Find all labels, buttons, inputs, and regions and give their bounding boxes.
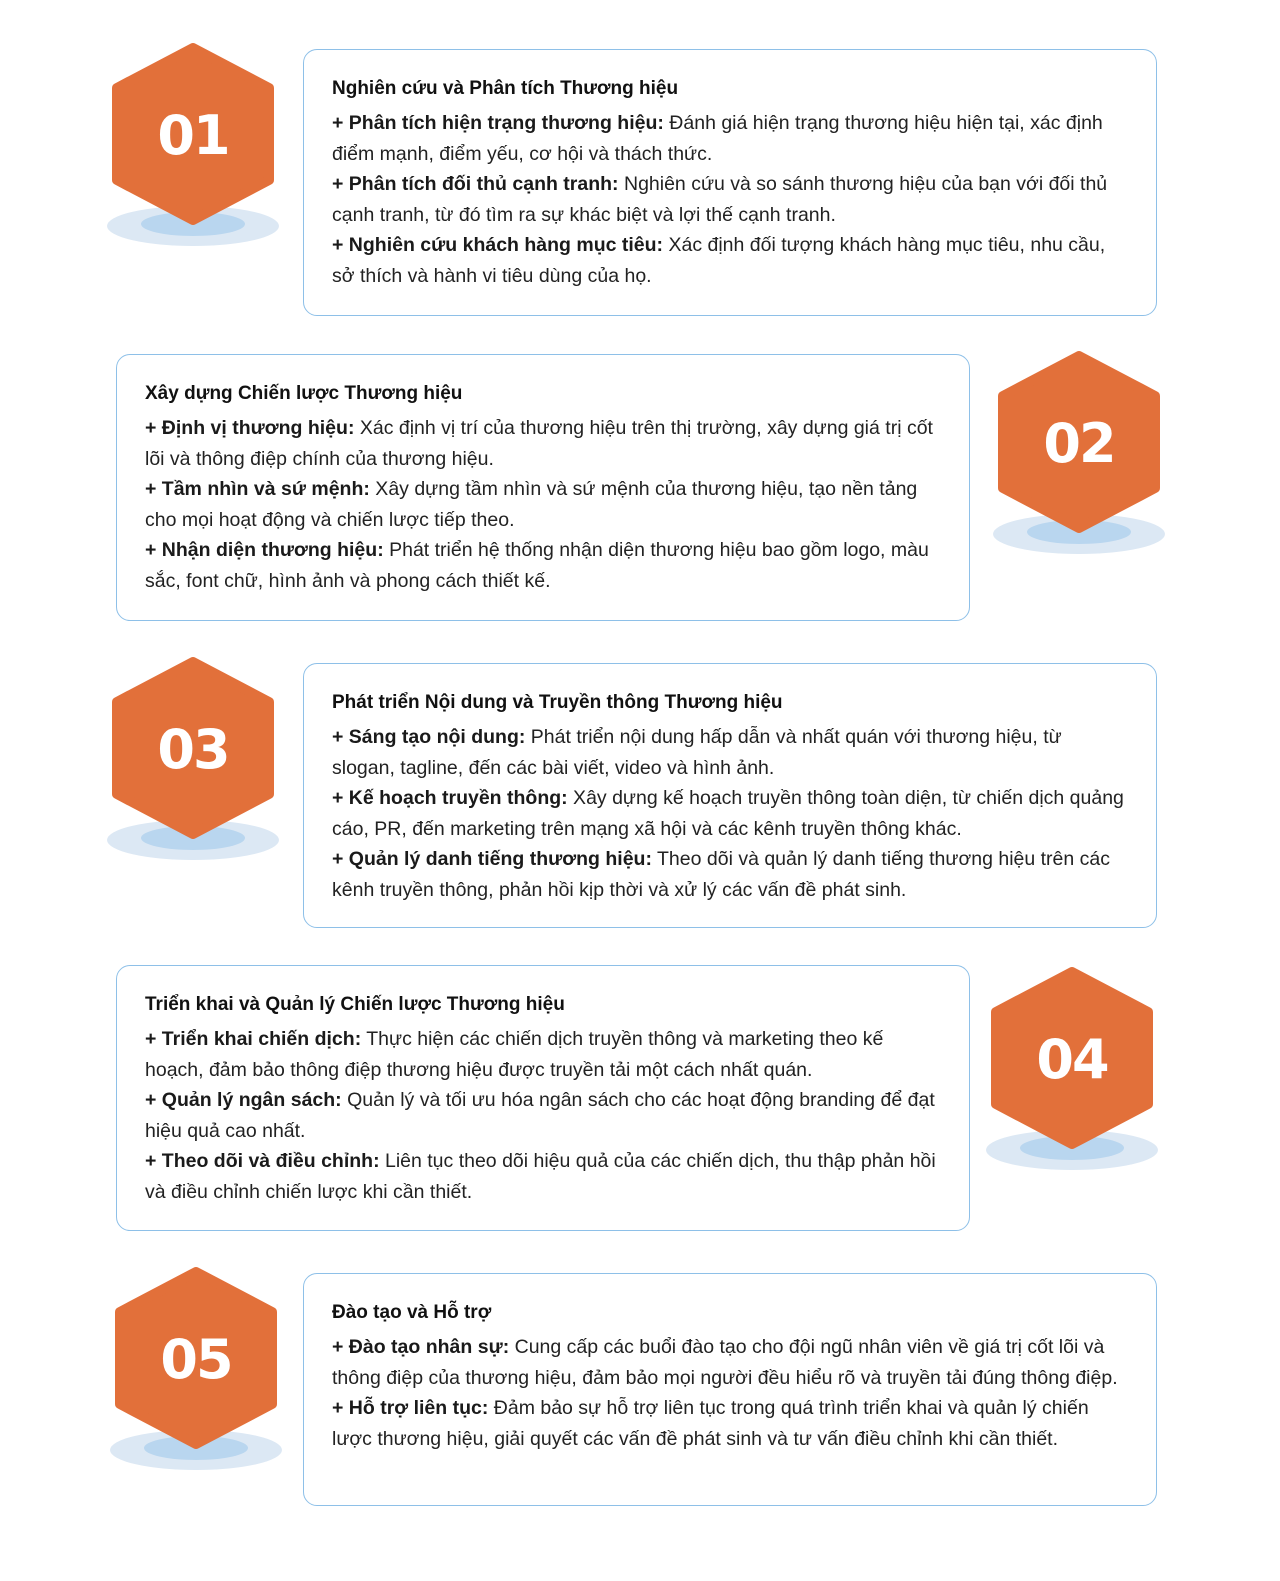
item-text: Quản lý và tối ưu hóa ngân sách cho các hoạt động branding để đạt hiệu quả cao nhất. [145,1089,935,1142]
hexagon-icon [979,968,1165,1178]
step-title: Phát triển Nội dung và Truyền thông Thương hiệu [332,692,783,713]
item-text: Đảm bảo sự hỗ trợ liên tục trong quá trình triển khai và quản lý chiến lược thương hiệu, giải quyết các vấn đề phát sinh và tư vấn điều chỉnh khi cần thiết. [332,1397,1089,1450]
item-text: Xác định đối tượng khách hàng mục tiêu, nhu cầu, sở thích và hành vi tiêu dùng của họ. [332,234,1106,287]
step-item [145,413,941,474]
step-title: Đào tạo và Hỗ trợ [332,1302,492,1323]
item-label: + Đào tạo nhân sự: [332,1336,510,1358]
item-label: + Sáng tạo nội dung: [332,726,526,748]
item-label: + Định vị thương hiệu: [145,417,355,439]
item-text: Xây dựng tầm nhìn và sứ mệnh của thương hiệu, tạo nền tảng cho mọi hoạt động và chiến lược tiếp theo. [145,478,918,531]
step-item [332,783,1128,844]
item-label: + Quản lý ngân sách: [145,1089,342,1112]
item-text: Xác định vị trí của thương hiệu trên thị trường, xây dựng giá trị cốt lõi và thông điệp chính của thương hiệu. [145,417,933,470]
step-item [332,230,1128,291]
step-item [145,1085,941,1146]
step-badge-05 [103,1268,289,1478]
item-text: Phát triển nội dung hấp dẫn và nhất quán với thương hiệu, từ slogan, tagline, đến các bài viết, video và hình ảnh. [332,726,1062,779]
step-card-05 [303,1273,1157,1506]
hexagon-icon [100,44,286,254]
item-label: + Nhận diện thương hiệu: [145,539,384,562]
step-badge-01 [100,44,286,254]
item-text: Theo dõi và quản lý danh tiếng thương hiệu trên các kênh truyền thông, phản hồi kịp thời và xử lý các vấn đề phát sinh. [332,848,1110,901]
step-card-01 [303,49,1157,316]
item-text: Nghiên cứu và so sánh thương hiệu của bạn với đối thủ cạnh tranh, từ đó tìm ra sự khác biệt và lợi thế cạnh tranh. [332,173,1108,226]
step-number: 03 [157,718,229,781]
hexagon-icon [986,352,1172,562]
item-label: + Phân tích hiện trạng thương hiệu: [332,112,664,134]
item-label: + Tầm nhìn và sứ mệnh: [145,478,370,501]
step-number: 05 [160,1328,232,1391]
step-item [332,844,1128,905]
step-badge-02 [986,352,1172,562]
step-number: 04 [1036,1028,1108,1091]
step-title: Nghiên cứu và Phân tích Thương hiệu [332,78,679,99]
step-item [332,1332,1128,1393]
item-text: Liên tục theo dõi hiệu quả của các chiến dịch, thu thập phản hồi và điều chỉnh chiến lược khi cần thiết. [145,1150,936,1203]
hexagon-icon [103,1268,289,1478]
step-title: Triển khai và Quản lý Chiến lược Thương hiệu [145,994,565,1015]
item-label: + Kế hoạch truyền thông: [332,787,568,810]
step-item [332,108,1128,169]
step-number: 02 [1043,412,1115,475]
item-text: Thực hiện các chiến dịch truyền thông và marketing theo kế hoạch, đảm bảo thông điệp thương hiệu được truyền tải một cách nhất quán. [145,1028,884,1081]
item-label: + Theo dõi và điều chỉnh: [145,1150,380,1173]
item-label: + Quản lý danh tiếng thương hiệu: [332,848,652,871]
step-item [332,722,1128,783]
item-text: Đánh giá hiện trạng thương hiệu hiện tại, xác định điểm mạnh, điểm yếu, cơ hội và thách thức. [332,112,1103,165]
item-text: Xây dựng kế hoạch truyền thông toàn diện, từ chiến dịch quảng cáo, PR, đến marketing trên mạng xã hội và các kênh truyền thông khác. [332,787,1124,840]
step-badge-04 [979,968,1165,1178]
step-number: 01 [157,104,229,167]
step-item [145,474,941,535]
hexagon-icon [100,658,286,868]
step-card-04 [116,965,970,1231]
step-item [145,1024,941,1085]
step-title: Xây dựng Chiến lược Thương hiệu [145,383,463,404]
item-text: Phát triển hệ thống nhận diện thương hiệu bao gồm logo, màu sắc, font chữ, hình ảnh và phong cách thiết kế. [145,539,929,592]
item-label: + Triển khai chiến dịch: [145,1028,362,1050]
step-card-03 [303,663,1157,928]
step-badge-03 [100,658,286,868]
step-card-02 [116,354,970,621]
step-item [332,169,1128,230]
item-label: + Nghiên cứu khách hàng mục tiêu: [332,234,664,257]
item-label: + Hỗ trợ liên tục: [332,1397,489,1420]
item-label: + Phân tích đối thủ cạnh tranh: [332,173,619,196]
item-text: Cung cấp các buổi đào tạo cho đội ngũ nhân viên về giá trị cốt lõi và thông điệp của thương hiệu, đảm bảo mọi người đều hiểu rõ và truyền tải đúng thông điệp. [332,1336,1118,1389]
step-item [145,535,941,596]
step-item [332,1393,1128,1454]
step-item [145,1146,941,1207]
